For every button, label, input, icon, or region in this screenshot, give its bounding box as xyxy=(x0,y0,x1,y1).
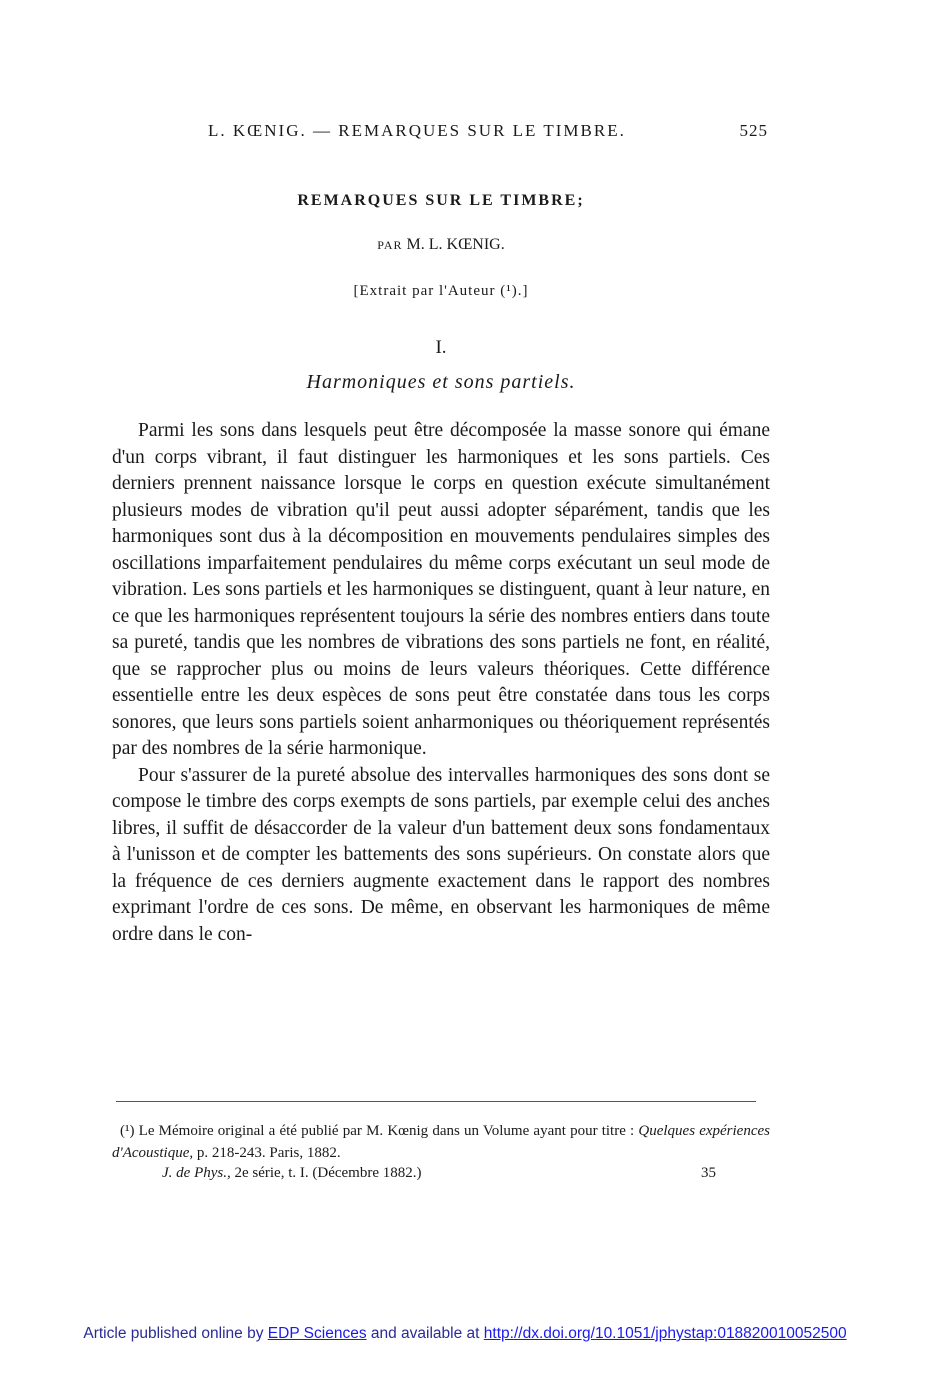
doi-link[interactable]: http://dx.doi.org/10.1051/jphystap:018820010052500 xyxy=(483,1325,847,1342)
edp-sciences-link[interactable]: EDP Sciences xyxy=(267,1325,367,1342)
body-text xyxy=(112,418,770,948)
paragraph-1: Parmi les sons dans lesquels peut être décomposée la masse sonore qui émane d'un corps vibrant, il faut distinguer les harmoniques et les sons partiels. Ces derniers prennent naissance lorsque le corps en question exécute simultanément plusieurs modes de vibration qu'il peut aussi adopter séparément, tandis que les harmoniques sont dus à la décomposition en mouvements pendulaires simples des oscillations imparfaitement pendulaires du même corps exécutant un seul mode de vibration. Les sons partiels et les harmoniques se distinguent, quant à leur nature, en ce que les harmoniques représentent toujours la série des nombres entiers dans toute sa pureté, tandis que les nombres de vibrations des sons partiels ne font, en réalité, que se rapprocher plus ou moins de leurs valeurs théoriques. Cette différence essentielle entre les deux espèces de sons peut être constatée dans tous les corps sonores, que leurs sons partiels soient anharmoniques ou théoriquement représentés par des nombres de la série harmonique. xyxy=(112,420,770,759)
article-title: REMARQUES SUR LE TIMBRE; xyxy=(297,192,585,209)
running-header xyxy=(208,121,774,145)
footnote-text-before: Le Mémoire original a été publié par M. Kœnig dans un Volume ayant pour titre : xyxy=(138,1123,635,1139)
author-name: M. L. KŒNIG. xyxy=(406,236,505,253)
publisher-line xyxy=(0,1325,930,1343)
section-title: Harmoniques et sons partiels. xyxy=(306,371,576,393)
footnote-text-after: p. 218-243. Paris, 1882. xyxy=(196,1145,341,1161)
journal-rest: 2e série, t. I. (Décembre 1882.) xyxy=(234,1165,422,1181)
journal-reference xyxy=(162,1165,422,1182)
signature-number: 35 xyxy=(701,1165,716,1181)
author-prefix: PAR xyxy=(377,238,403,252)
footnote-book-title: Quelques expériences d'Acoustique, xyxy=(112,1123,770,1161)
page-number: 525 xyxy=(739,121,768,140)
publisher-text-1: Article published online by xyxy=(83,1325,264,1342)
footnote-rule xyxy=(116,1101,756,1102)
paragraph-2: Pour s'assurer de la pureté absolue des intervalles harmoniques des sons dont se compose le timbre des corps exempts de sons partiels, par exemple celui des anches libres, il suffit de désaccorder de la valeur d'un battement deux sons fondamentaux à l'unisson et de compter les battements des sons supérieurs. On constate alors que la fréquence de ces derniers augmente exactement dans le rapport des nombres exprimant l'ordre de ces sons. De même, en observant les harmoniques de même ordre dans le con- xyxy=(112,764,770,945)
section-number: I. xyxy=(435,337,447,358)
footnote xyxy=(112,1120,770,1164)
journal-abbr: J. de Phys., xyxy=(162,1165,231,1181)
author-line xyxy=(110,236,772,254)
running-title: L. KŒNIG. — REMARQUES SUR LE TIMBRE. xyxy=(208,121,626,140)
publisher-text-2: and available at xyxy=(370,1325,480,1342)
footnote-marker: (¹) xyxy=(120,1123,135,1139)
extract-note: [Extrait par l'Auteur (¹).] xyxy=(353,283,529,299)
